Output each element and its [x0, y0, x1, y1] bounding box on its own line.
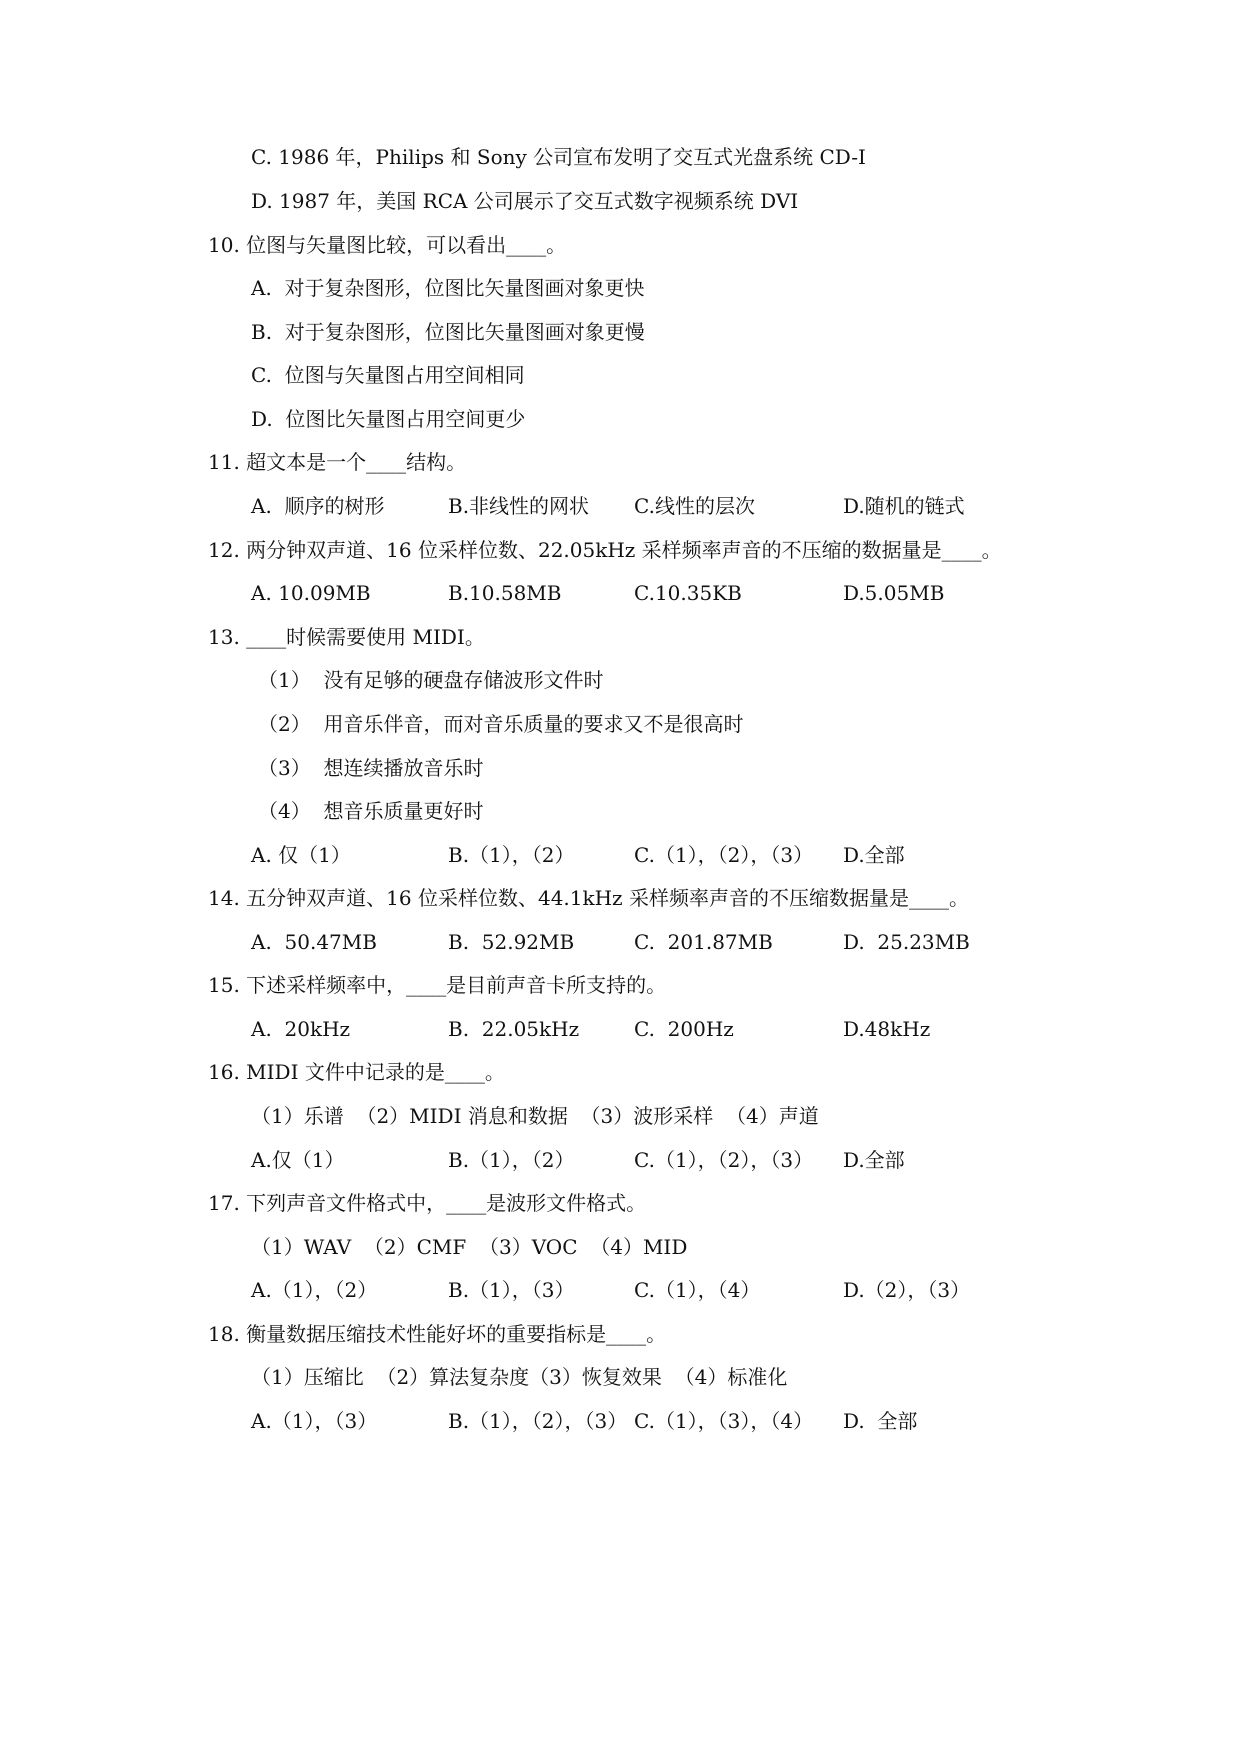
question-13-item-3: （3） 想连续播放音乐时 — [258, 756, 484, 780]
question-18-option-c: C.（1），（3），（4） — [634, 1409, 814, 1433]
question-16-option-d: D.全部 — [843, 1148, 905, 1172]
question-12-option-d: D.5.05MB — [843, 581, 945, 605]
question-10: 10. 位图与矢量图比较，可以看出____。 — [208, 233, 567, 257]
question-18-option-d: D. 全部 — [843, 1409, 918, 1433]
question-14-option-a: A. 50.47MB — [251, 930, 377, 954]
question-16-option-a: A.仅（1） — [251, 1148, 345, 1172]
question-12-option-b: B.10.58MB — [448, 581, 562, 605]
question-13-item-4: （4） 想音乐质量更好时 — [258, 799, 484, 823]
question-17-option-d: D.（2），（3） — [843, 1278, 971, 1302]
question-14: 14. 五分钟双声道、16 位采样位数、44.1kHz 采样频率声音的不压缩数据量是____。 — [208, 886, 969, 910]
question-10-option-a: A. 对于复杂图形，位图比矢量图画对象更快 — [251, 276, 645, 300]
question-13-option-d: D.全部 — [843, 843, 905, 867]
question-13: 13. ____时候需要使用 MIDI。 — [208, 625, 485, 649]
question-14-option-b: B. 52.92MB — [448, 930, 575, 954]
question-13-item-1: （1） 没有足够的硬盘存储波形文件时 — [258, 668, 604, 692]
question-15-option-d: D.48kHz — [843, 1017, 931, 1041]
question-11-option-b: B.非线性的网状 — [448, 494, 590, 518]
question-10-option-b: B. 对于复杂图形，位图比矢量图画对象更慢 — [251, 320, 645, 344]
question-16-option-b: B.（1），（2） — [448, 1148, 575, 1172]
question-17-option-a: A.（1），（2） — [251, 1278, 378, 1302]
question-13-item-2: （2） 用音乐伴音，而对音乐质量的要求又不是很高时 — [258, 712, 744, 736]
question-12-option-c: C.10.35KB — [634, 581, 742, 605]
question-17-items: （1）WAV （2）CMF （3）VOC （4）MID — [251, 1235, 688, 1259]
question-11-option-a: A. 顺序的树形 — [251, 494, 385, 518]
question-17: 17. 下列声音文件格式中，____是波形文件格式。 — [208, 1191, 647, 1215]
question-12-option-a: A. 10.09MB — [251, 581, 371, 605]
question-16-items: （1）乐谱 （2）MIDI 消息和数据 （3）波形采样 （4）声道 — [251, 1104, 819, 1128]
question-10-option-c: C. 位图与矢量图占用空间相同 — [251, 363, 525, 387]
question-16: 16. MIDI 文件中记录的是____。 — [208, 1060, 505, 1084]
question-10-option-d: D. 位图比矢量图占用空间更少 — [251, 407, 526, 431]
question-13-option-b: B.（1），（2） — [448, 843, 575, 867]
question-14-option-d: D. 25.23MB — [843, 930, 970, 954]
question-13-option-c: C.（1），（2），（3） — [634, 843, 814, 867]
question-18: 18. 衡量数据压缩技术性能好坏的重要指标是____。 — [208, 1322, 667, 1346]
question-15: 15. 下述采样频率中，____是目前声音卡所支持的。 — [208, 973, 667, 997]
question-15-option-c: C. 200Hz — [634, 1017, 734, 1041]
question-13-option-a: A. 仅（1） — [251, 843, 351, 867]
question-9-option-d: D. 1987 年，美国 RCA 公司展示了交互式数字视频系统 DVI — [251, 189, 799, 213]
question-18-items: （1）压缩比 （2）算法复杂度（3）恢复效果 （4）标准化 — [251, 1365, 788, 1389]
question-18-option-b: B.（1），（2），（3） — [448, 1409, 628, 1433]
question-15-option-a: A. 20kHz — [251, 1017, 351, 1041]
question-12: 12. 两分钟双声道、16 位采样位数、22.05kHz 采样频率声音的不压缩的数据量是____。 — [208, 538, 1002, 562]
question-11-option-d: D.随机的链式 — [843, 494, 965, 518]
question-16-option-c: C.（1），（2），（3） — [634, 1148, 814, 1172]
question-17-option-c: C.（1），（4） — [634, 1278, 761, 1302]
question-18-option-a: A.（1），（3） — [251, 1409, 378, 1433]
question-17-option-b: B.（1），（3） — [448, 1278, 575, 1302]
question-11: 11. 超文本是一个____结构。 — [208, 450, 467, 474]
question-14-option-c: C. 201.87MB — [634, 930, 773, 954]
question-9-option-c: C. 1986 年，Philips 和 Sony 公司宣布发明了交互式光盘系统 CD-I — [251, 145, 866, 169]
question-15-option-b: B. 22.05kHz — [448, 1017, 580, 1041]
question-11-option-c: C.线性的层次 — [634, 494, 755, 518]
